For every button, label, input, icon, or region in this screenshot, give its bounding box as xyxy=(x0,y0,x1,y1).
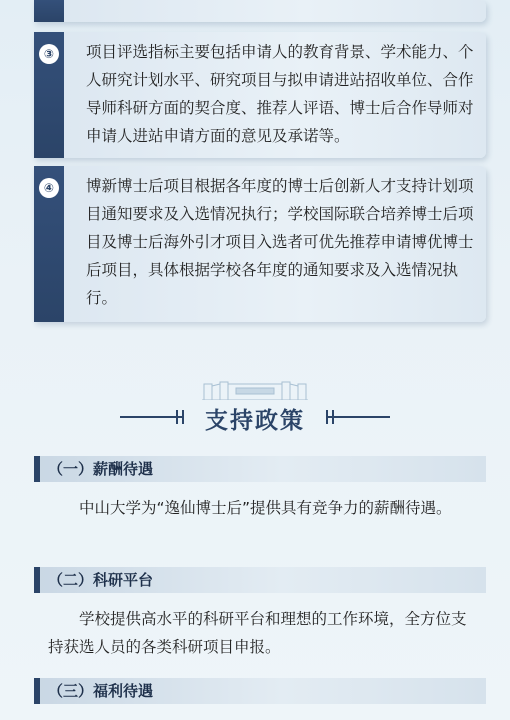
policy-heading-salary xyxy=(34,456,486,482)
policy-heading-welfare xyxy=(34,678,486,704)
criteria-text: 项目评选指标主要包括申请人的教育背景、学术能力、个人研究计划水平、研究项目与拟申请进站招收单位、合作导师科研方面的契合度、推荐人评语、博士后合作导师对申请人进站申请方面的意见及承诺等。 xyxy=(86,43,474,145)
section-title-wrap xyxy=(0,402,510,435)
card-strip xyxy=(34,0,64,22)
number-badge: ④ xyxy=(39,178,59,198)
heading-bar xyxy=(34,456,40,482)
criteria-card-3 xyxy=(34,32,486,158)
card-strip xyxy=(34,166,64,322)
heading-bar xyxy=(34,567,40,593)
criteria-card-4 xyxy=(34,166,486,322)
criteria-text: 博新博士后项目根据各年度的博士后创新人才支持计划项目通知要求及入选情况执行；学校国际联合培养博士后项目及博士后海外引才项目入选者可优先推荐申请博优博士后项目，具体根据学校各年度的通知要求及入选情况执行。 xyxy=(86,177,474,307)
policy-body: 中山大学为“逸仙博士后”提供具有竞争力的薪酬待遇。 xyxy=(79,499,452,517)
policy-body: 学校提供高水平的科研平台和理想的工作环境，全方位支持获选人员的各类科研项目申报。 xyxy=(48,610,467,656)
policy-heading-text: （三）福利待遇 xyxy=(48,682,154,700)
card-strip xyxy=(34,32,64,158)
heading-bar xyxy=(34,678,40,704)
section-title: 支持政策 xyxy=(205,407,305,434)
campus-gate-icon xyxy=(200,378,310,400)
policy-heading-text: （一）薪酬待遇 xyxy=(48,460,154,478)
number-badge: ③ xyxy=(39,44,59,64)
criteria-card-top xyxy=(34,0,486,22)
policy-heading-research xyxy=(34,567,486,593)
policy-heading-text: （二）科研平台 xyxy=(48,571,154,589)
